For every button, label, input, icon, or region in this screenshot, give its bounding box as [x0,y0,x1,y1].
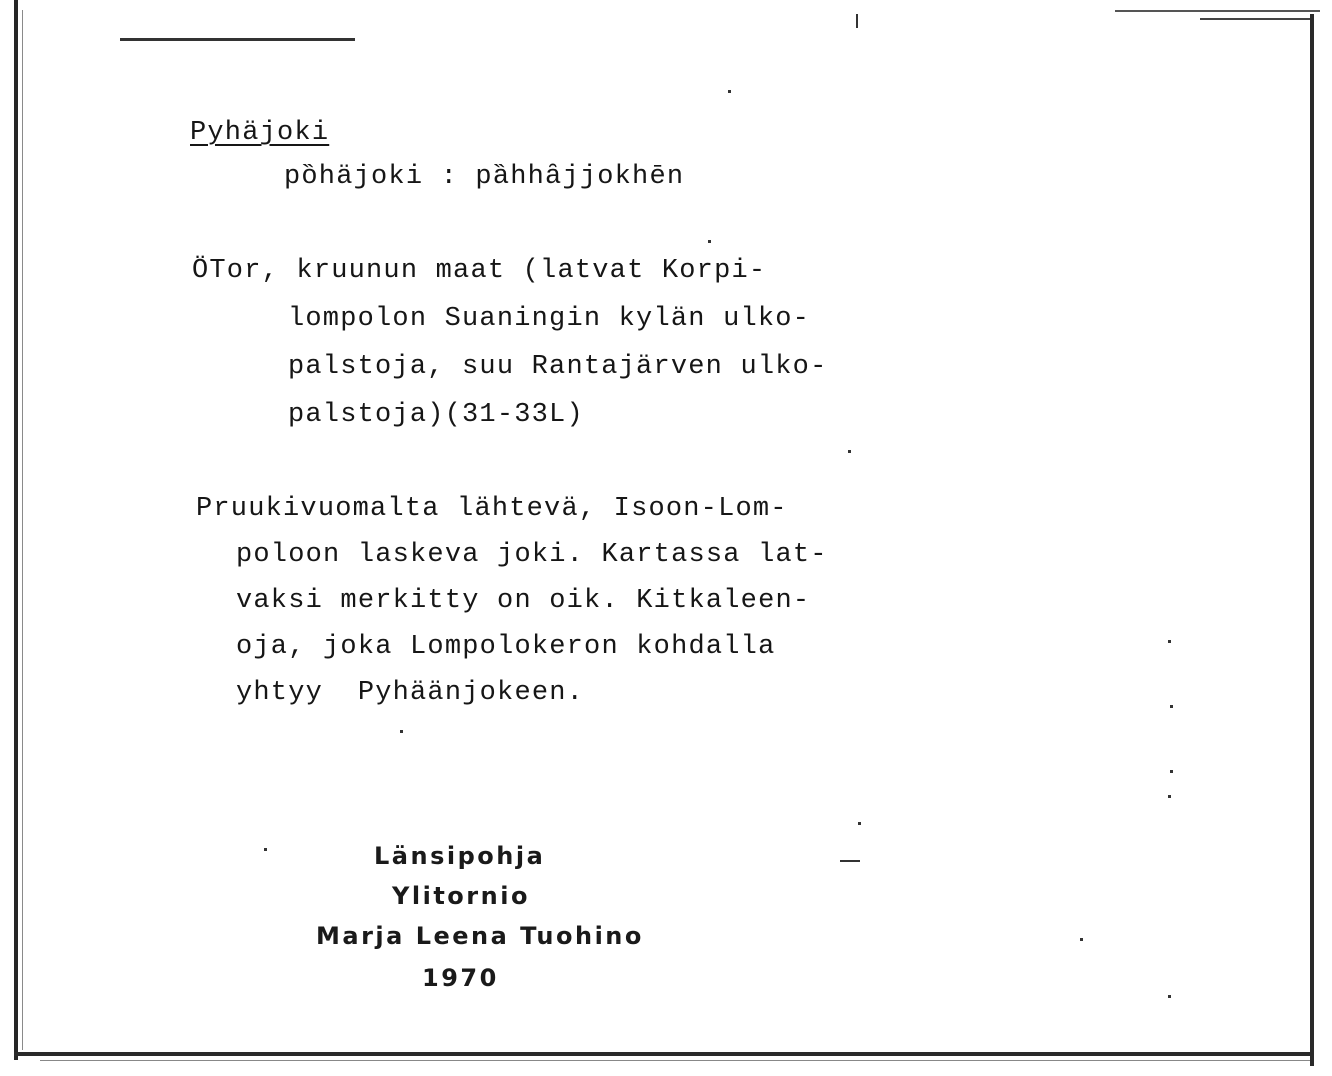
scan-speck [848,450,851,453]
description-line-5: yhtyy Pyhäänjokeen. [236,678,585,708]
card-top-left-line [120,38,355,41]
scan-speck [1168,995,1171,998]
scan-speck [728,90,731,93]
card-top-right-line-2 [1200,18,1310,20]
description-line-2: poloon laskeva joki. Kartassa lat- [236,540,828,570]
location-line-4: palstoja)(31-33L) [288,400,584,430]
footer-year: 1970 [422,964,499,992]
scan-speck [840,860,860,862]
scan-speck [1170,705,1173,708]
scan-speck [400,730,403,733]
card-bottom-edge-shadow [40,1060,1310,1061]
scan-speck [856,14,858,28]
description-line-4: oja, joka Lompolokeron kohdalla [236,632,776,662]
place-name-title: Pyhäjoki [190,118,330,148]
footer-region: Länsipohja [374,842,546,870]
location-line-3: palstoja, suu Rantajärven ulko- [288,352,828,382]
location-line-2: lompolon Suaningin kylän ulko- [288,304,811,334]
footer-parish: Ylitornio [392,882,530,910]
footer-collector: Marja Leena Tuohino [316,922,644,950]
scan-speck [708,240,711,243]
scan-speck [1080,938,1083,941]
scan-speck [264,848,267,851]
scan-speck [858,822,861,825]
pronunciation-line: pȍhäjoki : pȁhhȃjjokhēn [284,162,685,192]
location-line-1: ÖTor, kruunun maat (latvat Korpi- [192,256,767,286]
scan-speck [1168,640,1171,643]
card-bottom-edge [14,1052,1314,1056]
card-top-right-line [1115,10,1320,12]
scan-speck [1170,770,1173,773]
scan-speck [1168,795,1171,798]
description-line-1: Pruukivuomalta lähtevä, Isoon-Lom- [196,494,788,524]
card-right-edge [1310,14,1314,1066]
card-left-edge-shadow [22,10,23,1050]
card-left-edge [14,0,18,1060]
description-line-3: vaksi merkitty on oik. Kitkaleen- [236,586,811,616]
